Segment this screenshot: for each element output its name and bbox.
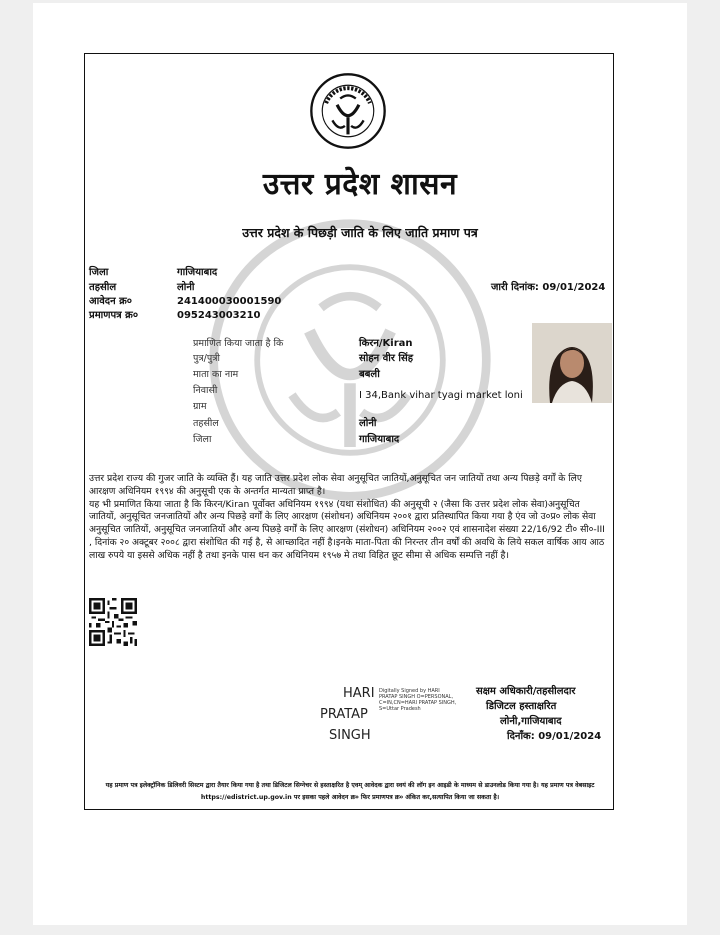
- body-paragraph-2: यह भी प्रमाणित किया जाता है कि किरन/Kiran पूर्वोक्त अधिनियम १९९४ (यथा संशोधित) की अनुसूची २ (जैसा कि उत्तर प्रदेश लोक सेवा)अनुसूचित जातियों, अनुसूचित जनजातियों और अन्य पिछड़े वर्गों के लिए आरक्षण (संशोधन) अधिनियम २००१ द्वारा प्रतिस्थापित किया गया है एंव जो उ०प्र० लोक सेवा अनुसूचित जातियों, अनुसूचित जनजातियों और अन्य पिछड़े वर्गों के लिए आरक्षण (संशोधन) अधिनियम २००२ एवं शासनादेश संख्या 22/16/92 टी० सी०-III , दिनांक २० अक्टूबर २००८ द्वारा संशोधित की गई है, से आच्छादित नहीं है।इनके माता-पिता की निरन्तर तीन वर्षों की अवधि के लिये सकल वार्षिक आय आठ लाख रुपये या इससे अधिक नहीं है तथा इनके पास धन कर अधिनियम १९५७ मे तथा विहित छूट सीमा से अधिक सम्पत्ति नहीं है।: [89, 498, 605, 561]
- officer-date: दिनाँक: 09/01/2024: [507, 731, 602, 742]
- detail-label: माता का नाम: [193, 369, 239, 380]
- detail-label: तहसील: [193, 418, 219, 429]
- up-government-emblem-icon: [309, 72, 387, 150]
- detail-value-tehsil: लोनी: [359, 418, 377, 429]
- footer-verification-note: यह प्रमाण पत्र इलेक्ट्रॉनिक डिलिवरी सिस्टम द्वारा तैयार किया गया है तथा डिजिटल सिग्नेचर से हस्ताक्षरित है एवम् आवेदक द्वारा स्वयं की लॉग इन आइडी के माध्यम से डाउनलोड किया गया है। यह प्रमाण पत्र वेबसाइट https://edistrict.up.gov.in पर इसका पहले आवेदन क्र० फिर प्रमाणपत्र क्र० अंकित कर,सत्यापित किया जा सकता है।: [105, 782, 595, 801]
- detail-value-name: किरन/Kiran: [359, 338, 413, 349]
- district-value: गाजियाबाद: [177, 267, 218, 278]
- certificate-body: [89, 473, 609, 563]
- digital-signature-details: Digitally Signed by HARI PRATAP SINGH O=PERSONAL, C=IN,CN=HARI PRATAP SINGH, S=Uttar Pradesh: [379, 688, 457, 712]
- applicant-photo: [532, 323, 612, 403]
- signer-name-line-2: PRATAP: [320, 707, 368, 722]
- watermark-emblem-icon: [205, 215, 495, 505]
- officer-designation: सक्षम अधिकारी/तहसीलदार: [476, 686, 576, 697]
- officer-place: लोनी,गाजियाबाद: [500, 716, 562, 727]
- document-title: उत्तर प्रदेश शासन: [262, 167, 458, 202]
- tehsil-value: लोनी: [177, 282, 195, 293]
- detail-value-mother: बबली: [359, 369, 380, 380]
- qr-code-icon: [89, 598, 137, 646]
- detail-label: ग्राम: [193, 401, 207, 412]
- detail-value-district: गाजियाबाद: [359, 434, 400, 445]
- signer-name-line-3: SINGH: [329, 728, 371, 743]
- body-paragraph-1: उत्तर प्रदेश राज्य की गुजर जाति के व्यक्ति हैं। यह जाति उत्तर प्रदेश लोक सेवा अनुसूचित जातियों,अनुसूचित जन जातियों तथा अन्य पिछड़े वर्गों के लिए आरक्षण अधिनियम १९९४ की अनुसूची एक के अन्तर्गत मान्यता प्राप्त है।: [89, 473, 582, 497]
- detail-label: निवासी: [193, 385, 218, 396]
- certificate-number: 095243003210: [177, 310, 261, 321]
- detail-value-father: सोहन वीर सिंह: [359, 353, 414, 364]
- detail-label: जिला: [193, 434, 212, 445]
- district-label: जिला: [89, 267, 109, 278]
- tehsil-label: तहसील: [89, 282, 117, 293]
- detail-label: प्रमाणित किया जाता है कि: [193, 338, 284, 349]
- document-subtitle: उत्तर प्रदेश के पिछड़ी जाति के लिए जाति प्रमाण पत्र: [242, 225, 478, 240]
- certificate-label: प्रमाणपत्र क्र०: [89, 310, 139, 321]
- application-label: आवेदन क्र०: [89, 296, 133, 307]
- officer-sign-type: डिजिटल हस्ताक्षरित: [486, 701, 557, 712]
- detail-value-address: I 34,Bank vihar tyagi market loni: [359, 390, 523, 401]
- signer-name-line-1: HARI: [343, 686, 375, 701]
- application-number: 241400030001590: [177, 296, 282, 307]
- issue-date: जारी दिनांक: 09/01/2024: [491, 282, 606, 293]
- detail-label: पुत्र/पुत्री: [193, 353, 220, 364]
